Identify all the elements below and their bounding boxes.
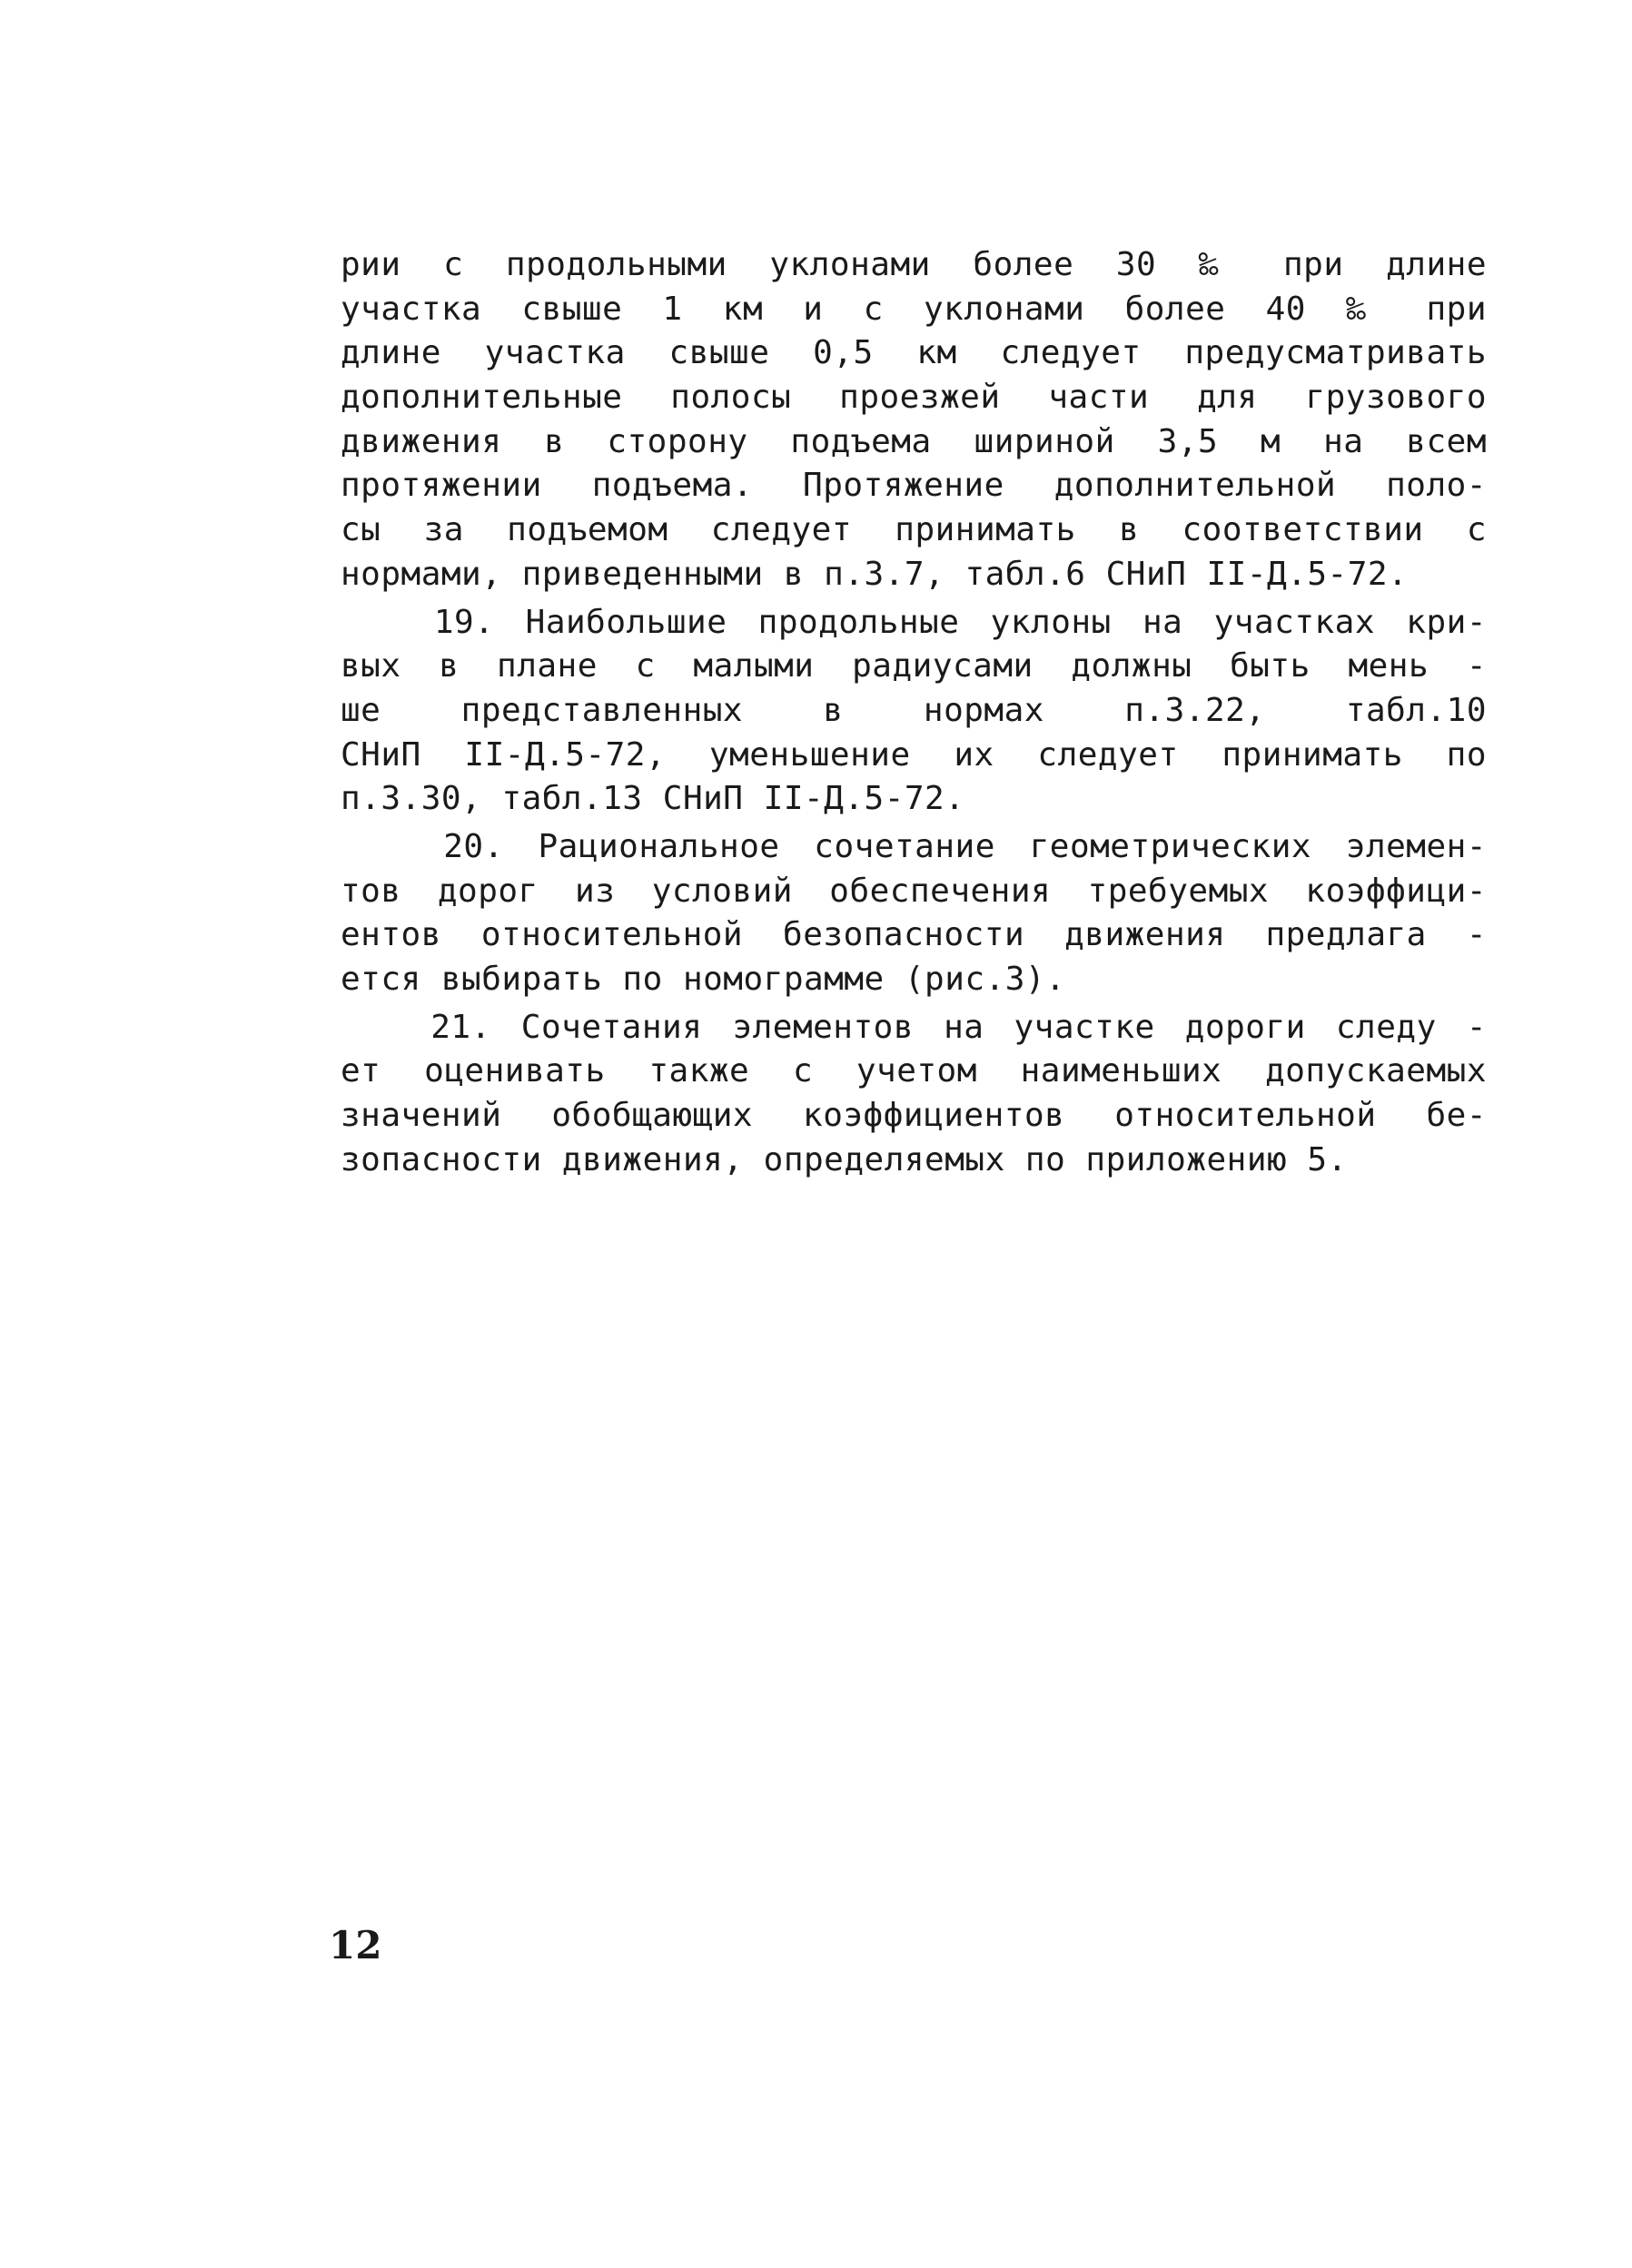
page-number: 12 [329, 1923, 382, 1967]
text-line: п.3.30, табл.13 СНиП II-Д.5-72. [341, 780, 965, 818]
text-line: СНиП II-Д.5-72, уменьшение их следует принимать по [341, 735, 1487, 774]
text-line: 21. Сочетания элементов на участке дороги следу - [341, 1008, 1487, 1046]
paragraph [341, 243, 1487, 597]
text-line: движения в сторону подъема шириной 3,5 м на всем [341, 422, 1487, 460]
text-line: значений обобщающих коэффициентов относительной бе- [341, 1097, 1487, 1135]
text-line: ется выбирать по номограмме (рис.3). [341, 961, 1066, 998]
paragraph [341, 825, 1487, 1002]
text-line: нормами, приведенными в п.3.7, табл.6 СНиП II-Д.5-72. [341, 555, 1409, 593]
text-line: 20. Рациональное сочетание геометрических элемен- [341, 827, 1487, 865]
text-line: ет оценивать также с учетом наименьших допускаемых [341, 1052, 1487, 1090]
paragraph [341, 601, 1487, 822]
text-line: сы за подъемом следует принимать в соответствии с [341, 511, 1487, 549]
text-line: рии с продольными уклонами более 30 ‰ при длине [341, 246, 1487, 283]
text-line: ентов относительной безопасности движения предлага - [341, 916, 1487, 954]
text-line: длине участка свыше 0,5 км следует предусматривать [341, 334, 1487, 372]
text-line: тов дорог из условий обеспечения требуемых коэффици- [341, 872, 1487, 910]
text-line: зопасности движения, определяемых по приложению 5. [341, 1140, 1348, 1178]
text-line: вых в плане с малыми радиусами должны быть мень - [341, 647, 1487, 685]
text-line: протяжении подъема. Протяжение дополнительной поло- [341, 467, 1487, 505]
body-text [341, 243, 1487, 1182]
text-line: участка свыше 1 км и с уклонами более 40 ‰ при [341, 290, 1487, 328]
text-line: ше представленных в нормах п.3.22, табл.10 [341, 691, 1487, 729]
text-line: дополнительные полосы проезжей части для грузового [341, 379, 1487, 417]
text-line: 19. Наибольшие продольные уклоны на участках кри- [341, 603, 1487, 641]
paragraph [341, 1006, 1487, 1183]
